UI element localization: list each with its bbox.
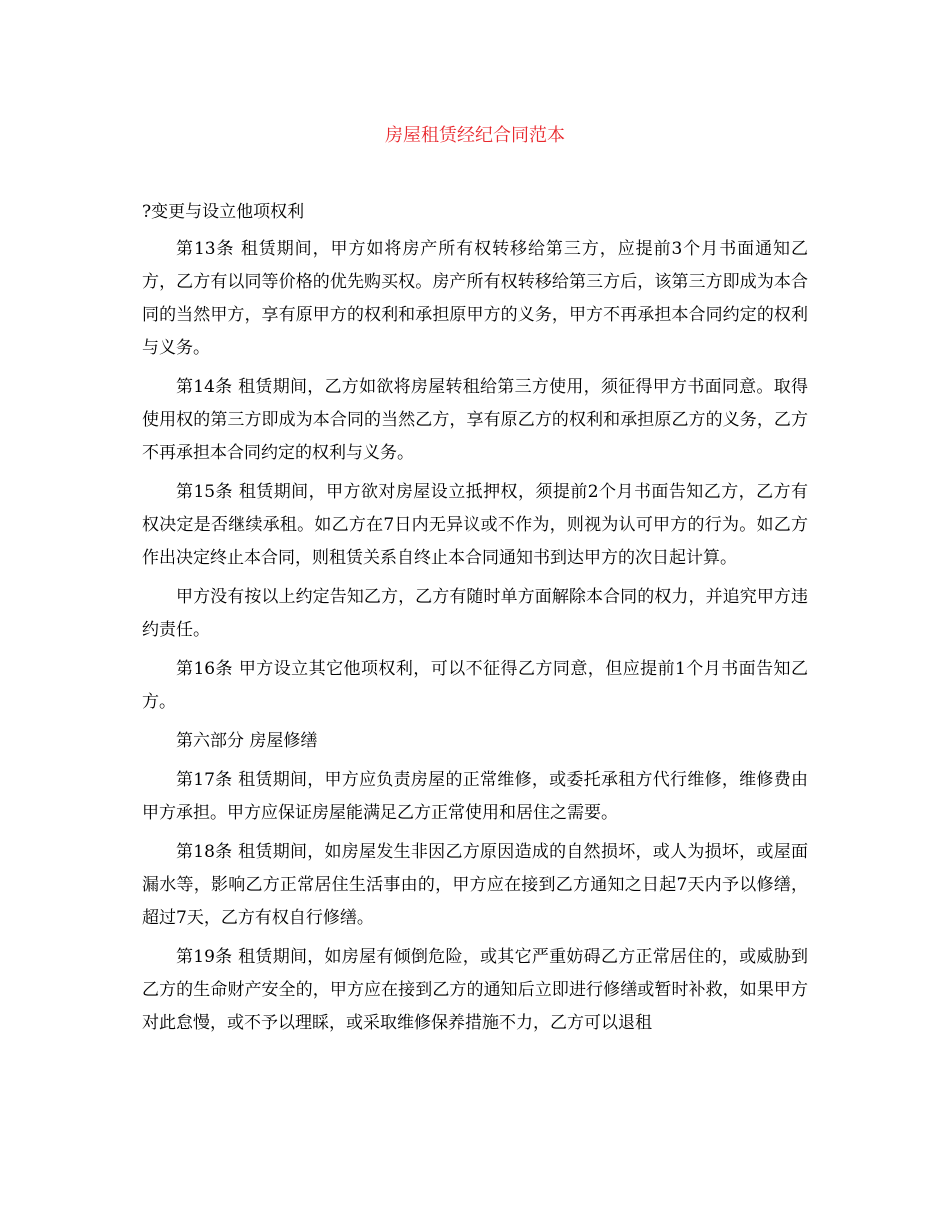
clause-13: 第13条 租赁期间，甲方如将房产所有权转移给第三方，应提前3个月书面通知乙方，乙方有以同等价格的优先购买权。房产所有权转移给第三方后，该第三方即成为本合同的当然甲方，享有原甲方的权利和承担原甲方的义务，甲方不再承担本合同约定的权利与义务。 [142, 239, 808, 358]
clause-16: 第16条 甲方设立其它他项权利，可以不征得乙方同意，但应提前1个月书面告知乙方。 [142, 659, 808, 712]
clause-15-supplement: 甲方没有按以上约定告知乙方，乙方有随时单方面解除本合同的权力，并追究甲方违约责任。 [142, 587, 808, 640]
clause-17: 第17条 租赁期间，甲方应负责房屋的正常维修，或委托承租方代行维修，维修费由甲方承担。甲方应保证房屋能满足乙方正常使用和居住之需要。 [142, 770, 808, 823]
clause-19: 第19条 租赁期间，如房屋有倾倒危险，或其它严重妨碍乙方正常居住的，或威胁到乙方的生命财产安全的，甲方应在接到乙方的通知后立即进行修缮或暂时补救，如果甲方对此怠慢，或不予以理睬，或采取维修保养措施不力，乙方可以退租 [142, 947, 808, 1033]
clause-18: 第18条 租赁期间，如房屋发生非因乙方原因造成的自然损坏，或人为损坏，或屋面漏水等，影响乙方正常居住生活事由的，甲方应在接到乙方通知之日起7天内予以修缮，超过7天，乙方有权自行修缮。 [142, 842, 808, 928]
document-body [142, 196, 808, 1046]
clause-15: 第15条 租赁期间，甲方欲对房屋设立抵押权，须提前2个月书面告知乙方，乙方有权决定是否继续承租。如乙方在7日内无异议或不作为，则视为认可甲方的行为。如乙方作出决定终止本合同，则租赁关系自终止本合同通知书到达甲方的次日起计算。 [142, 482, 808, 568]
document-title: 房屋租赁经纪合同范本 [385, 125, 565, 146]
section-heading: ?变更与设立他项权利 [142, 202, 305, 222]
clause-14: 第14条 租赁期间，乙方如欲将房屋转租给第三方使用，须征得甲方书面同意。取得使用权的第三方即成为本合同的当然乙方，享有原乙方的权利和承担原乙方的义务，乙方不再承担本合同约定的权利与义务。 [142, 377, 808, 463]
part-six-heading: 第六部分 房屋修缮 [176, 731, 318, 751]
